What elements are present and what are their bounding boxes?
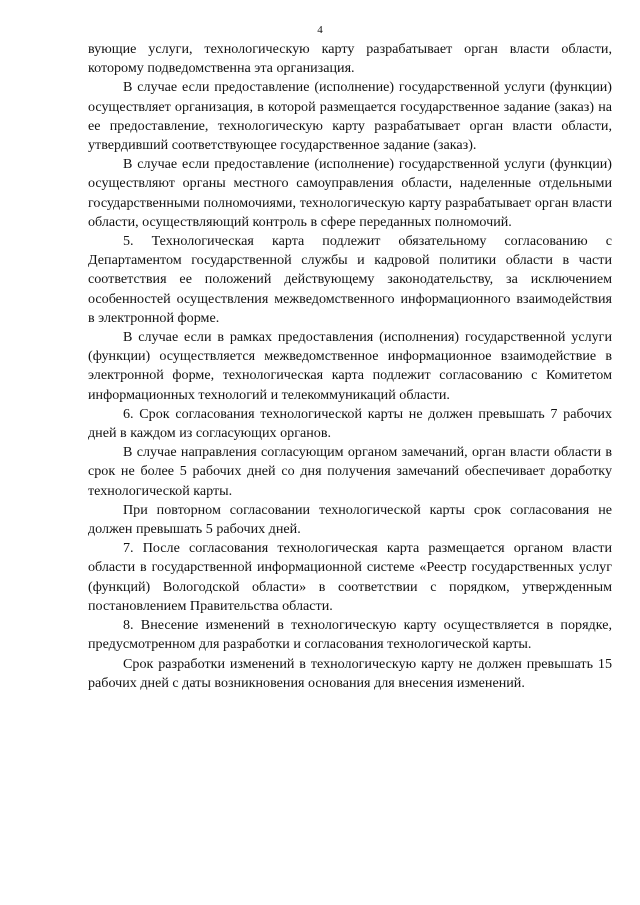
paragraph-item-8: 8. Внесение изменений в технологическую карту осуществляется в порядке, предусмотренном для разработки и согласования технологической карты. (88, 617, 612, 653)
paragraph-remarks: В случае направления согласующим органом замечаний, орган власти области в срок не более 5 рабочих дней со дня получения замечаний обеспечивает доработку технологической карты. (88, 444, 612, 499)
page-number: 4 (317, 24, 323, 36)
paragraph-item-5: 5. Технологическая карта подлежит обязательному согласованию с Департаментом государственной службы и кадровой политики области в части соответствия ее положений действующему законодательству, за исключением особенностей осуществления межведомственного информационного взаимодействия в электронной форме. (88, 233, 612, 326)
paragraph-item-7: 7. После согласования технологическая карта размещается органом власти области в государственной информационной системе «Реестр государственных услуг (функций) Вологодской области» в соответствии с порядком, утвержденным постановлением Правительства области. (88, 540, 612, 614)
paragraph-repeat-approval: При повторном согласовании технологической карты срок согласования не должен превышать 5 рабочих дней. (88, 501, 612, 538)
paragraph-item-6: 6. Срок согласования технологической карты не должен превышать 7 рабочих дней в каждом из согласующих органов. (88, 405, 612, 442)
paragraph-organization-task: В случае если предоставление (исполнение) государственной услуги (функции) осуществляет организация, в которой размещается государственное задание (заказ) на ее предоставление, технологическую карту разрабатывает орган власти области, утвердивший соответствующее государственное задание (заказ). (88, 79, 612, 154)
paragraph-local-government: В случае если предоставление (исполнение) государственной услуги (функции) осуществляют органы местного самоуправления области, наделенные отдельными государственными полномочиями, технологическую карту разрабатывает орган власти области, осуществляющий контроль в сфере переданных полномочий. (88, 156, 612, 230)
paragraph-change-deadline: Срок разработки изменений в технологическую карту не должен превышать 15 рабочих дней с даты возникновения основания для внесения изменений. (88, 655, 612, 691)
paragraph-electronic-interaction: В случае если в рамках предоставления (исполнения) государственной услуги (функции) осуществляется межведомственное информационное взаимодействие в электронной форме, технологическая карта подлежит согласованию с Комитетом информационных технологий и телекоммуникаций области. (88, 329, 612, 403)
document-body (88, 40, 612, 693)
paragraph-continuation: вующие услуги, технологическую карту разрабатывает орган власти области, которому подведомственна эта организация. (88, 41, 612, 77)
